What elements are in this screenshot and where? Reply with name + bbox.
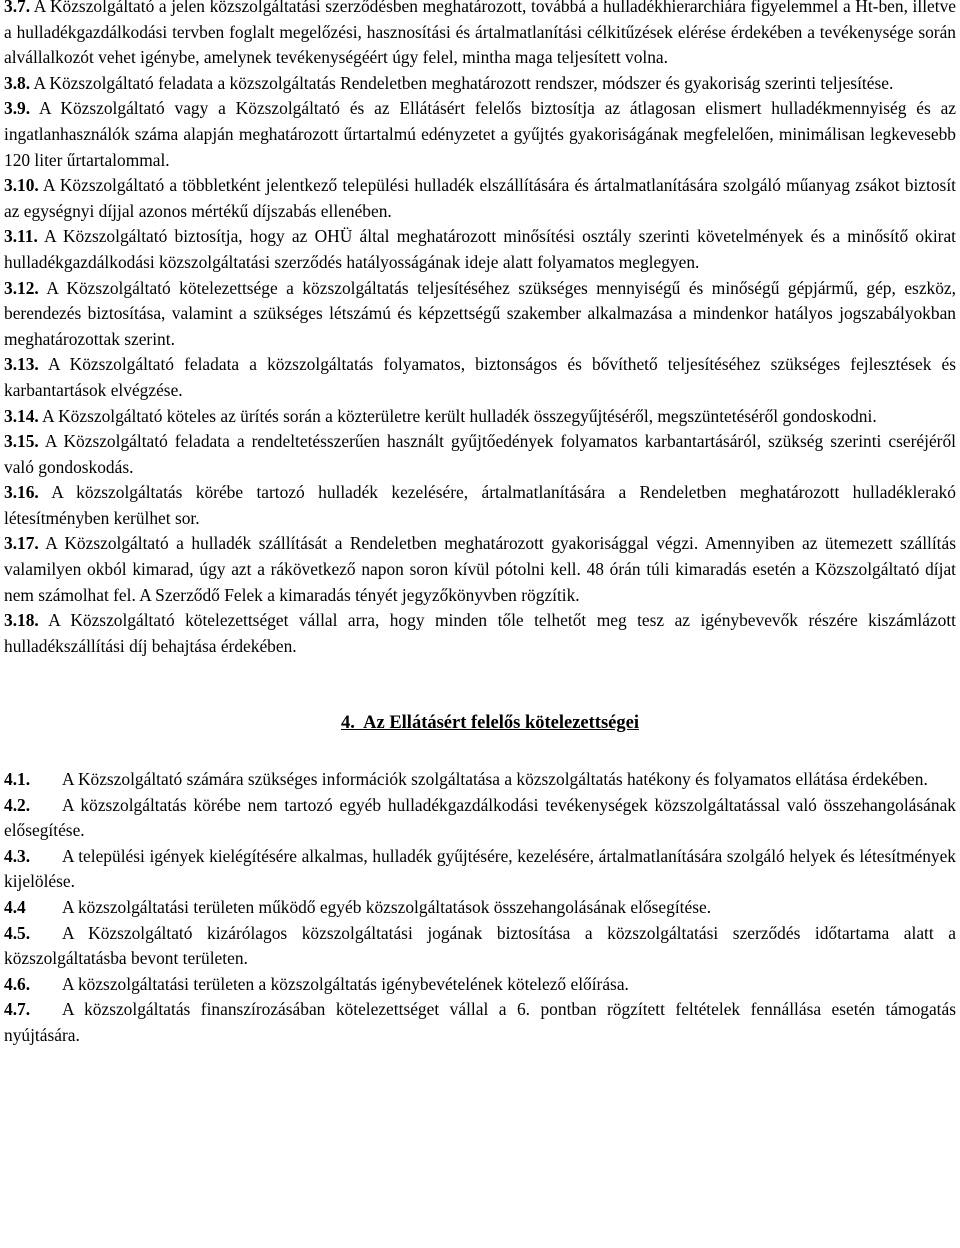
heading-number: 4. <box>341 713 355 734</box>
paragraph-text: A Közszolgáltató kötelezettséget vállal arra, hogy minden tőle telhetőt meg tesz az igénybevevők részére kiszámlázott hulladékszállítási díj behajtása érdekében. <box>4 610 957 656</box>
paragraph-text: A közszolgáltatás finanszírozásában kötelezettséget vállal a 6. pontban rögzített feltételek fennállása esetén támogatás nyújtására. <box>4 999 956 1045</box>
paragraph-text: A közszolgáltatás körébe nem tartozó egyéb hulladékgazdálkodási tevékenységek közszolgáltatással való összehangolásának elősegítése. <box>4 794 956 841</box>
paragraph-text: A Közszolgáltató feladata a rendeltetésszerűen használt gyűjtőedények folyamatos karbantartásáról, szükség szerinti cseréjéről való gondoskodás. <box>4 431 956 477</box>
document-page <box>4 0 956 1049</box>
paragraph-text: A Közszolgáltató biztosítja, hogy az OHÜ által meghatározott minősítési osztály szerinti követelmények és a minősítő okirat hulladékgazdálkodási közszolgáltatási szerződés hatályosságának ideje alatt folyamatos meglegyen. <box>4 226 956 272</box>
paragraph-number: 3.7. <box>4 0 31 16</box>
paragraph-3-17 <box>4 531 956 608</box>
paragraph-text: A Közszolgáltató vagy a Közszolgáltató és az Ellátásért felelős biztosítja az átlagosan elismert hulladékmennyiség és az ingatlanhasználók száma alapján meghatározott űrtartalmú edényzetet a gyűjtés gyakoriságának megfelelően, minimálisan legkevesebb 120 liter űrtartalommal. <box>4 98 957 170</box>
paragraph-number: 3.17. <box>4 533 39 554</box>
paragraph-text: A Közszolgáltató a jelen közszolgáltatási szerződésben meghatározott, továbbá a hulladékhierarchiára figyelemmel a Ht-ben, illetve a hulladékgazdálkodási tervben foglalt megelőzési, hasznosítási és ártalmatlanítási célkitűzések elérése érdekében a tevékenysége során alvállalkozót vehet igénybe, amelynek tevékenységéért úgy felel, mintha maga teljesített volna. <box>4 0 956 68</box>
paragraph-3-7 <box>4 0 956 71</box>
paragraph-text: A közszolgáltatási területen a közszolgáltatás igénybevételének kötelező előírása. <box>62 973 629 994</box>
paragraph-3-18 <box>4 608 956 659</box>
paragraph-text: A települési igények kielégítésére alkalmas, hulladék gyűjtésére, kezelésére, ártalmatlanítására szolgáló helyek és létesítmények kijelölése. <box>4 845 956 892</box>
paragraph-number: 3.16. <box>4 482 39 503</box>
paragraph-text: A Közszolgáltató a hulladék szállítását a Rendeletben meghatározott gyakorisággal végzi. Amennyiben az ütemezett szállítás valamilyen okból kimarad, úgy azt a rákövetkező napon soron kívül pótolni kell. 48 órán túli kimaradás esetén a Közszolgáltató díjat nem számolhat fel. A Szerződő Felek a kimaradás tényét jegyzőkönyvben rögzítik. <box>4 533 957 605</box>
section-4-heading <box>4 711 956 737</box>
paragraph-number: 3.9. <box>4 98 31 119</box>
paragraph-3-10 <box>4 173 956 224</box>
paragraph-number: 3.10. <box>4 175 39 196</box>
paragraph-text: A Közszolgáltató kizárólagos közszolgáltatási jogának biztosítása a közszolgáltatási szerződés időtartama alatt a közszolgáltatásba bevont területen. <box>4 922 956 969</box>
paragraph-text: A közszolgáltatás körébe tartozó hulladék kezelésére, ártalmatlanítására a Rendeletben meghatározott hulladéklerakó létesítményben kerülhet sor. <box>4 482 957 528</box>
heading-title: Az Ellátásért felelős kötelezettségei <box>363 713 639 734</box>
paragraph-number: 3.13. <box>4 354 39 375</box>
paragraph-3-12 <box>4 276 956 353</box>
paragraph-4-7 <box>4 997 956 1048</box>
paragraph-text: A Közszolgáltató a többletként jelentkező települési hulladék elszállítására és ártalmatlanítására szolgáló műanyag zsákot biztosít az egységnyi díjjal azonos mértékű díjszabás ellenében. <box>4 175 956 221</box>
paragraph-number: 4.3. <box>4 845 31 866</box>
paragraph-4-2 <box>4 793 956 844</box>
paragraph-number: 4.5. <box>4 922 31 943</box>
paragraph-number: 3.12. <box>4 277 39 298</box>
paragraph-4-4 <box>4 895 956 921</box>
paragraph-number: 3.11. <box>4 226 38 247</box>
section-4-heading-text <box>341 713 639 733</box>
paragraph-4-5 <box>4 921 956 972</box>
paragraph-text: A Közszolgáltató feladata a közszolgáltatás folyamatos, biztonságos és bővíthető teljesítéséhez szükséges fejlesztések és karbantartások elvégzése. <box>4 354 957 400</box>
paragraph-number: 3.8. <box>4 72 31 93</box>
paragraph-4-3 <box>4 844 956 895</box>
paragraph-number: 3.14. <box>4 405 39 426</box>
paragraph-number: 3.18. <box>4 610 39 631</box>
paragraph-number: 3.15. <box>4 431 39 452</box>
paragraph-text: A közszolgáltatási területen működő egyéb közszolgáltatások összehangolásának elősegítése. <box>62 897 712 917</box>
paragraph-text: A Közszolgáltató kötelezettsége a közszolgáltatás teljesítéséhez szükséges mennyiségű és minőségű gépjármű, gép, eszköz, berendezés biztosítása, valamint a szükséges létszámú és képzettségű szakember alkalmazása a mindenkor hatályos jogszabályokban meghatározottak szerint. <box>4 277 956 349</box>
paragraph-number: 4.1. <box>4 769 31 790</box>
paragraph-4-6 <box>4 972 956 998</box>
paragraph-text: A Közszolgáltató számára szükséges információk szolgáltatása a közszolgáltatás hatékony és folyamatos ellátása érdekében. <box>62 769 928 790</box>
paragraph-3-9 <box>4 96 956 173</box>
paragraph-3-8 <box>4 71 956 97</box>
paragraph-number: 4.6. <box>4 973 31 994</box>
paragraph-3-13 <box>4 352 956 403</box>
section-3-list <box>4 0 956 659</box>
paragraph-text: A Közszolgáltató feladata a közszolgáltatás Rendeletben meghatározott rendszer, módszer és gyakoriság szerinti teljesítése. <box>33 72 894 93</box>
paragraph-3-15 <box>4 429 956 480</box>
paragraph-3-11 <box>4 224 956 275</box>
paragraph-number: 4.2. <box>4 794 31 815</box>
paragraph-3-14 <box>4 404 956 430</box>
paragraph-4-1 <box>4 767 956 793</box>
section-4-list <box>4 767 956 1049</box>
paragraph-text: A Közszolgáltató köteles az ürítés során a közterületre került hulladék összegyűjtéséről, megszüntetéséről gondoskodni. <box>42 405 877 426</box>
paragraph-number: 4.7. <box>4 999 31 1020</box>
paragraph-number: 4.4 <box>4 897 26 917</box>
paragraph-3-16 <box>4 480 956 531</box>
